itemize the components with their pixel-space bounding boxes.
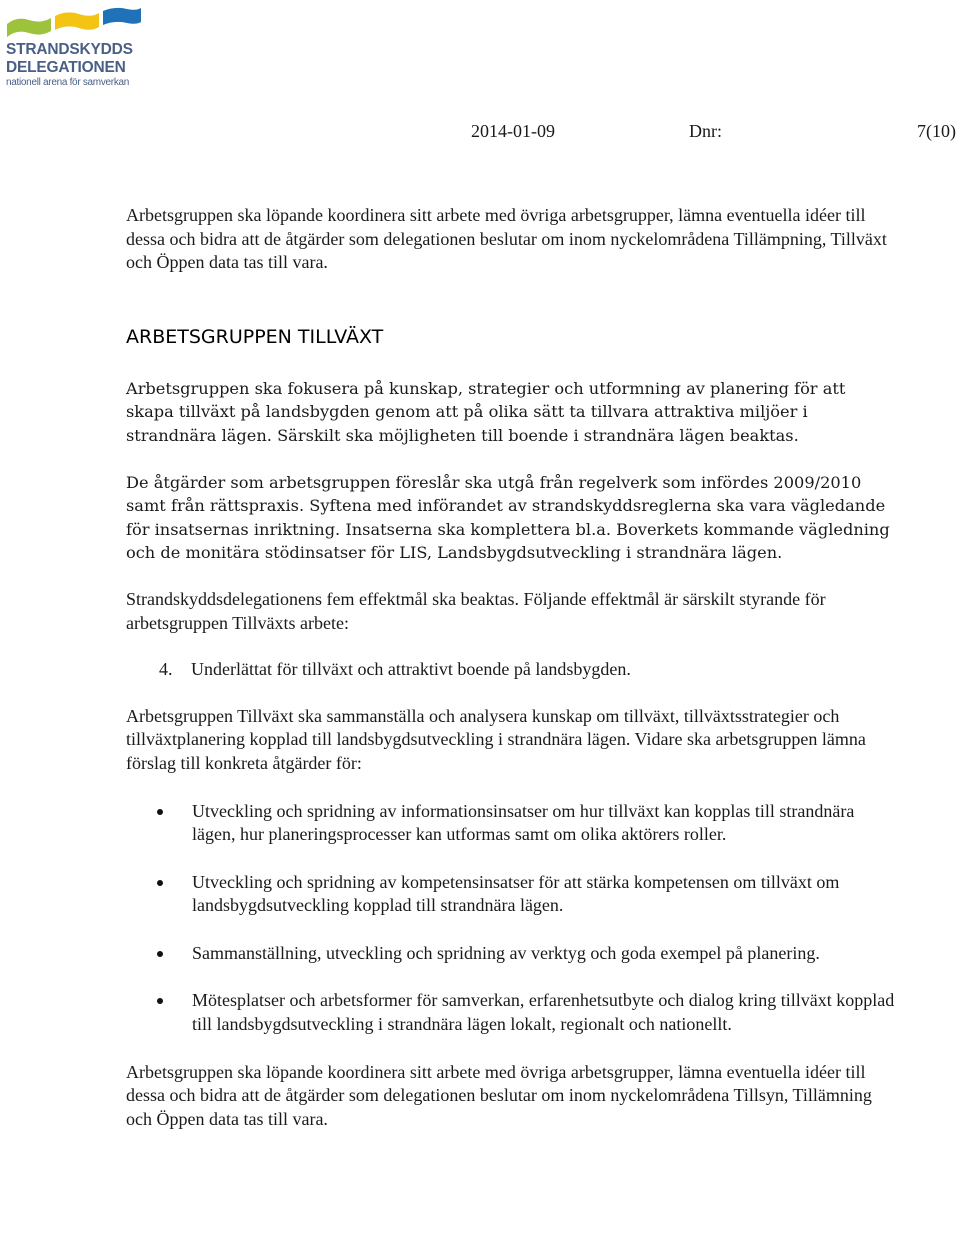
bullet-text: Utveckling och spridning av informationsinsatser om hur tillväxt kan kopplas till strandnära lägen, hur planeringsprocesser kan utformas samt om olika aktörers roller.: [192, 800, 855, 845]
logo-wave-graphic: [5, 6, 145, 40]
logo-line-1: STRANDSKYDDS: [6, 41, 133, 58]
document-body: [126, 204, 896, 1131]
bullet-list: [126, 800, 896, 1037]
paragraph-analysis: Arbetsgruppen Tillväxt ska sammanställa och analysera kunskap om tillväxt, tillväxtsstrategier och tillväxtplanering kopplad till landsbygdsutveckling i strandnära lägen. Vidare ska arbetsgruppen lämna förslag till konkreta åtgärder för:: [126, 705, 866, 773]
bullet-dot-icon: [157, 951, 163, 957]
bullet-item: [126, 942, 896, 966]
page-number: 7(10): [917, 121, 956, 141]
bullet-text: Sammanställning, utveckling och spridning av verktyg och goda exempel på planering.: [192, 942, 820, 963]
goal-number: 4.: [159, 659, 173, 680]
bullet-item: [126, 989, 896, 1036]
logo-line-2: DELEGATIONEN: [6, 59, 126, 76]
bullet-item: [126, 800, 896, 847]
section-heading: ARBETSGRUPPEN TILLVÄXT: [126, 325, 384, 348]
logo-blue-band: [103, 8, 141, 25]
bullet-text: Mötesplatser och arbetsformer för samverkan, erfarenhetsutbyte och dialog kring tillväxt kopplad till landsbygdsutveckling i strandnära lägen lokalt, regionalt och nationellt.: [192, 990, 895, 1035]
bullet-dot-icon: [157, 998, 163, 1004]
document-date: 2014-01-09: [471, 121, 555, 141]
dnr-label: Dnr:: [689, 121, 722, 141]
bullet-dot-icon: [157, 880, 163, 886]
closing-paragraph: Arbetsgruppen ska löpande koordinera sitt arbete med övriga arbetsgrupper, lämna eventuella idéer till dessa och bidra att de åtgärder som delegationen beslutar om inom nyckelområdena Tillsyn, Tillämning och Öppen data tas till vara.: [126, 1061, 872, 1129]
paragraph-measures: De åtgärder som arbetsgruppen föreslår ska utgå från regelverk som infördes 2009/2010 samt från rättspraxis. Syftena med införandet av strandskyddsreglerna ska vara vägledande för insatsernas inriktning. Insatserna ska komplettera bl.a. Boverkets kommande vägledning och de monitära stödinsatser för LIS, Landsbygdsutveckling i strandnära lägen.: [126, 472, 890, 563]
paragraph-focus: Arbetsgruppen ska fokusera på kunskap, strategier och utformning av planering för att skapa tillväxt på landsbygden genom att på olika sätt ta tillvara attraktiva miljöer i strandnära lägen. Särskilt ska möjligheten till boende i strandnära lägen beaktas.: [126, 378, 846, 445]
logo-tagline: nationell arena för samverkan: [6, 77, 130, 88]
organization-logo: [5, 6, 145, 86]
logo-green-band: [7, 18, 51, 37]
bullet-dot-icon: [157, 809, 163, 815]
bullet-text: Utveckling och spridning av kompetensinsatser för att stärka kompetensen om tillväxt om landsbygdsutveckling kopplad till strandnära lägen.: [192, 871, 840, 916]
logo-yellow-band: [55, 12, 99, 30]
paragraph-goals: Strandskyddsdelegationens fem effektmål ska beaktas. Följande effektmål är särskilt styrande för arbetsgruppen Tillväxts arbete:: [126, 588, 826, 633]
goal-text: Underlättat för tillväxt och attraktivt boende på landsbygden.: [191, 659, 631, 680]
intro-paragraph: Arbetsgruppen ska löpande koordinera sitt arbete med övriga arbetsgrupper, lämna eventuella idéer till dessa och bidra att de åtgärder som delegationen beslutar om inom nyckelområdena Tillämpning, Tillväxt och Öppen data tas till vara.: [126, 205, 887, 273]
bullet-item: [126, 871, 896, 918]
numbered-goal-item: [159, 658, 896, 682]
